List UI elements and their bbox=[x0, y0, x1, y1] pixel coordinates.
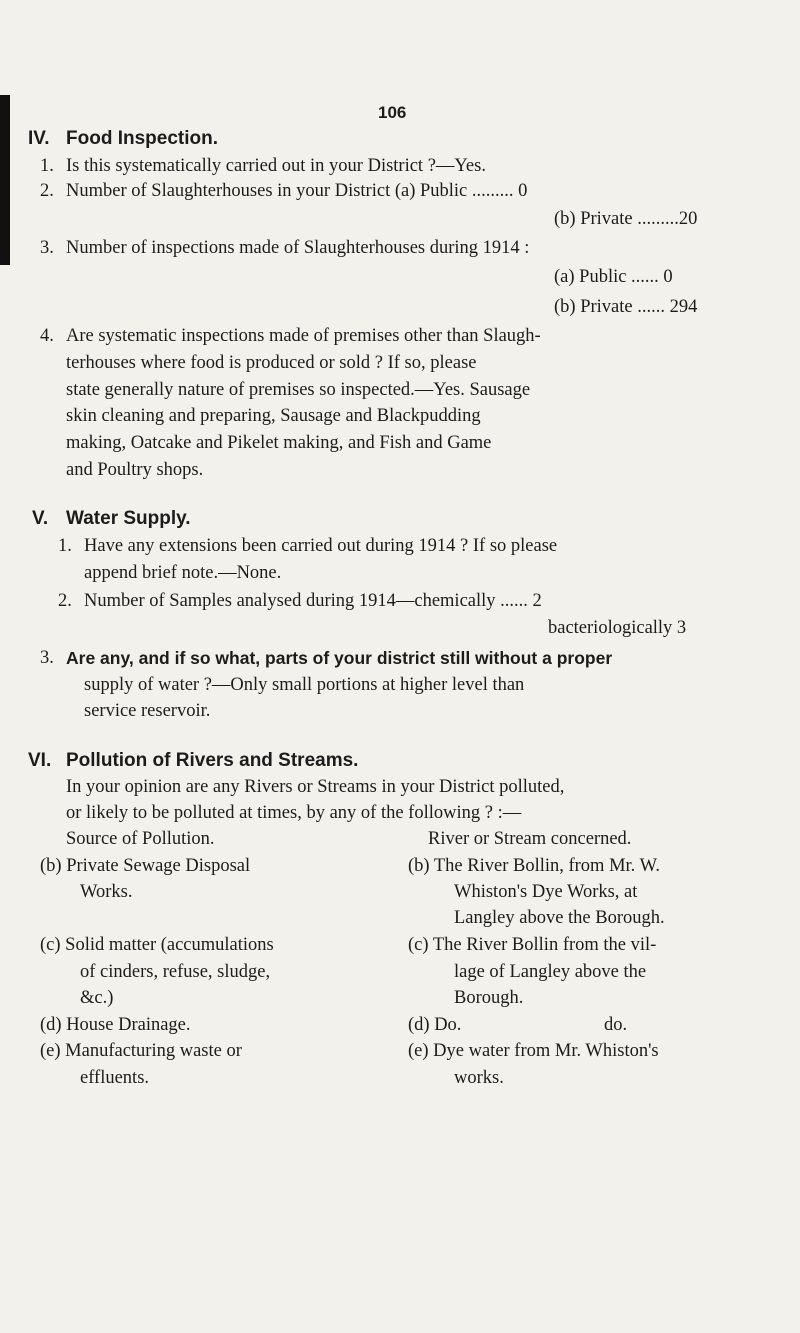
iv-1-text: Is this systematically carried out in your District ?—Yes. bbox=[66, 156, 486, 176]
iv-2-text: Number of Slaughterhouses in your District (a) Public ......... 0 bbox=[66, 181, 528, 201]
section-iv-numeral: IV. bbox=[28, 128, 50, 149]
vi-left-line: (e) Manufacturing waste or bbox=[40, 1041, 242, 1061]
vi-right-line: do. bbox=[604, 1015, 628, 1035]
section-v-numeral: V. bbox=[32, 508, 49, 529]
iv-4-line: and Poultry shops. bbox=[66, 460, 204, 480]
binding-shadow bbox=[0, 95, 10, 265]
section-vi-heading: Pollution of Rivers and Streams. bbox=[66, 750, 359, 771]
vi-left-line: (b) Private Sewage Disposal bbox=[40, 856, 251, 876]
vi-right-line: (b) The River Bollin, from Mr. W. bbox=[408, 856, 660, 876]
vi-col-right-header: River or Stream concerned. bbox=[428, 829, 632, 849]
iv-3-num: 3. bbox=[40, 238, 54, 258]
v-3-line1: Are any, and if so what, parts of your district still without a proper bbox=[66, 648, 613, 668]
v-2-num: 2. bbox=[58, 591, 72, 611]
page-number: 106 bbox=[378, 103, 407, 122]
section-v-heading: Water Supply. bbox=[66, 508, 191, 529]
vi-right-line: (d) Do. bbox=[408, 1015, 462, 1035]
vi-right-line: (c) The River Bollin from the vil- bbox=[408, 935, 657, 955]
v-2-line1: Number of Samples analysed during 1914—chemically ...... 2 bbox=[84, 591, 542, 611]
v-3-line2: supply of water ?—Only small portions at higher level than bbox=[84, 675, 525, 695]
vi-right-line: Borough. bbox=[454, 988, 524, 1008]
iv-2-sub: (b) Private .........20 bbox=[554, 209, 698, 229]
vi-left-line: (c) Solid matter (accumulations bbox=[40, 935, 274, 955]
iv-2-num: 2. bbox=[40, 181, 54, 201]
section-vi-numeral: VI. bbox=[28, 750, 52, 771]
v-3-line3: service reservoir. bbox=[84, 701, 211, 721]
v-3-num: 3. bbox=[40, 648, 54, 668]
vi-left-line: effluents. bbox=[80, 1068, 150, 1088]
v-1-line2: append brief note.—None. bbox=[84, 563, 282, 583]
vi-col-left-header: Source of Pollution. bbox=[66, 829, 215, 849]
iv-3-sub1: (a) Public ...... 0 bbox=[554, 267, 673, 287]
vi-right-line: lage of Langley above the bbox=[454, 962, 647, 982]
section-iv-heading: Food Inspection. bbox=[66, 128, 218, 149]
iv-4-line: making, Oatcake and Pikelet making, and Fish and Game bbox=[66, 433, 492, 453]
iv-4-line: skin cleaning and preparing, Sausage and Blackpudding bbox=[66, 406, 481, 426]
vi-right-line: works. bbox=[454, 1068, 504, 1088]
vi-right-line: Whiston's Dye Works, at bbox=[454, 882, 638, 902]
vi-intro-line1: In your opinion are any Rivers or Streams in your District polluted, bbox=[66, 777, 565, 797]
v-1-num: 1. bbox=[58, 536, 72, 556]
iv-4-line: terhouses where food is produced or sold ? If so, please bbox=[66, 353, 477, 373]
iv-1-num: 1. bbox=[40, 156, 54, 176]
iv-4-line: state generally nature of premises so inspected.—Yes. Sausage bbox=[66, 380, 531, 400]
vi-left-line: &c.) bbox=[80, 988, 114, 1008]
iv-3-sub2: (b) Private ...... 294 bbox=[554, 297, 698, 317]
vi-left-line: of cinders, refuse, sludge, bbox=[80, 962, 271, 982]
v-2-line2: bacteriologically 3 bbox=[548, 618, 687, 638]
iv-3-text: Number of inspections made of Slaughterhouses during 1914 : bbox=[66, 238, 530, 258]
vi-right-line: (e) Dye water from Mr. Whiston's bbox=[408, 1041, 659, 1061]
vi-left-line: Works. bbox=[80, 882, 133, 902]
vi-intro-line2: or likely to be polluted at times, by any of the following ? :— bbox=[66, 803, 522, 823]
vi-right-line: Langley above the Borough. bbox=[454, 908, 665, 928]
iv-4-num: 4. bbox=[40, 326, 54, 346]
vi-left-line: (d) House Drainage. bbox=[40, 1015, 191, 1035]
v-1-line1: Have any extensions been carried out during 1914 ? If so please bbox=[84, 536, 558, 556]
iv-4-line: Are systematic inspections made of premises other than Slaugh- bbox=[66, 326, 541, 346]
